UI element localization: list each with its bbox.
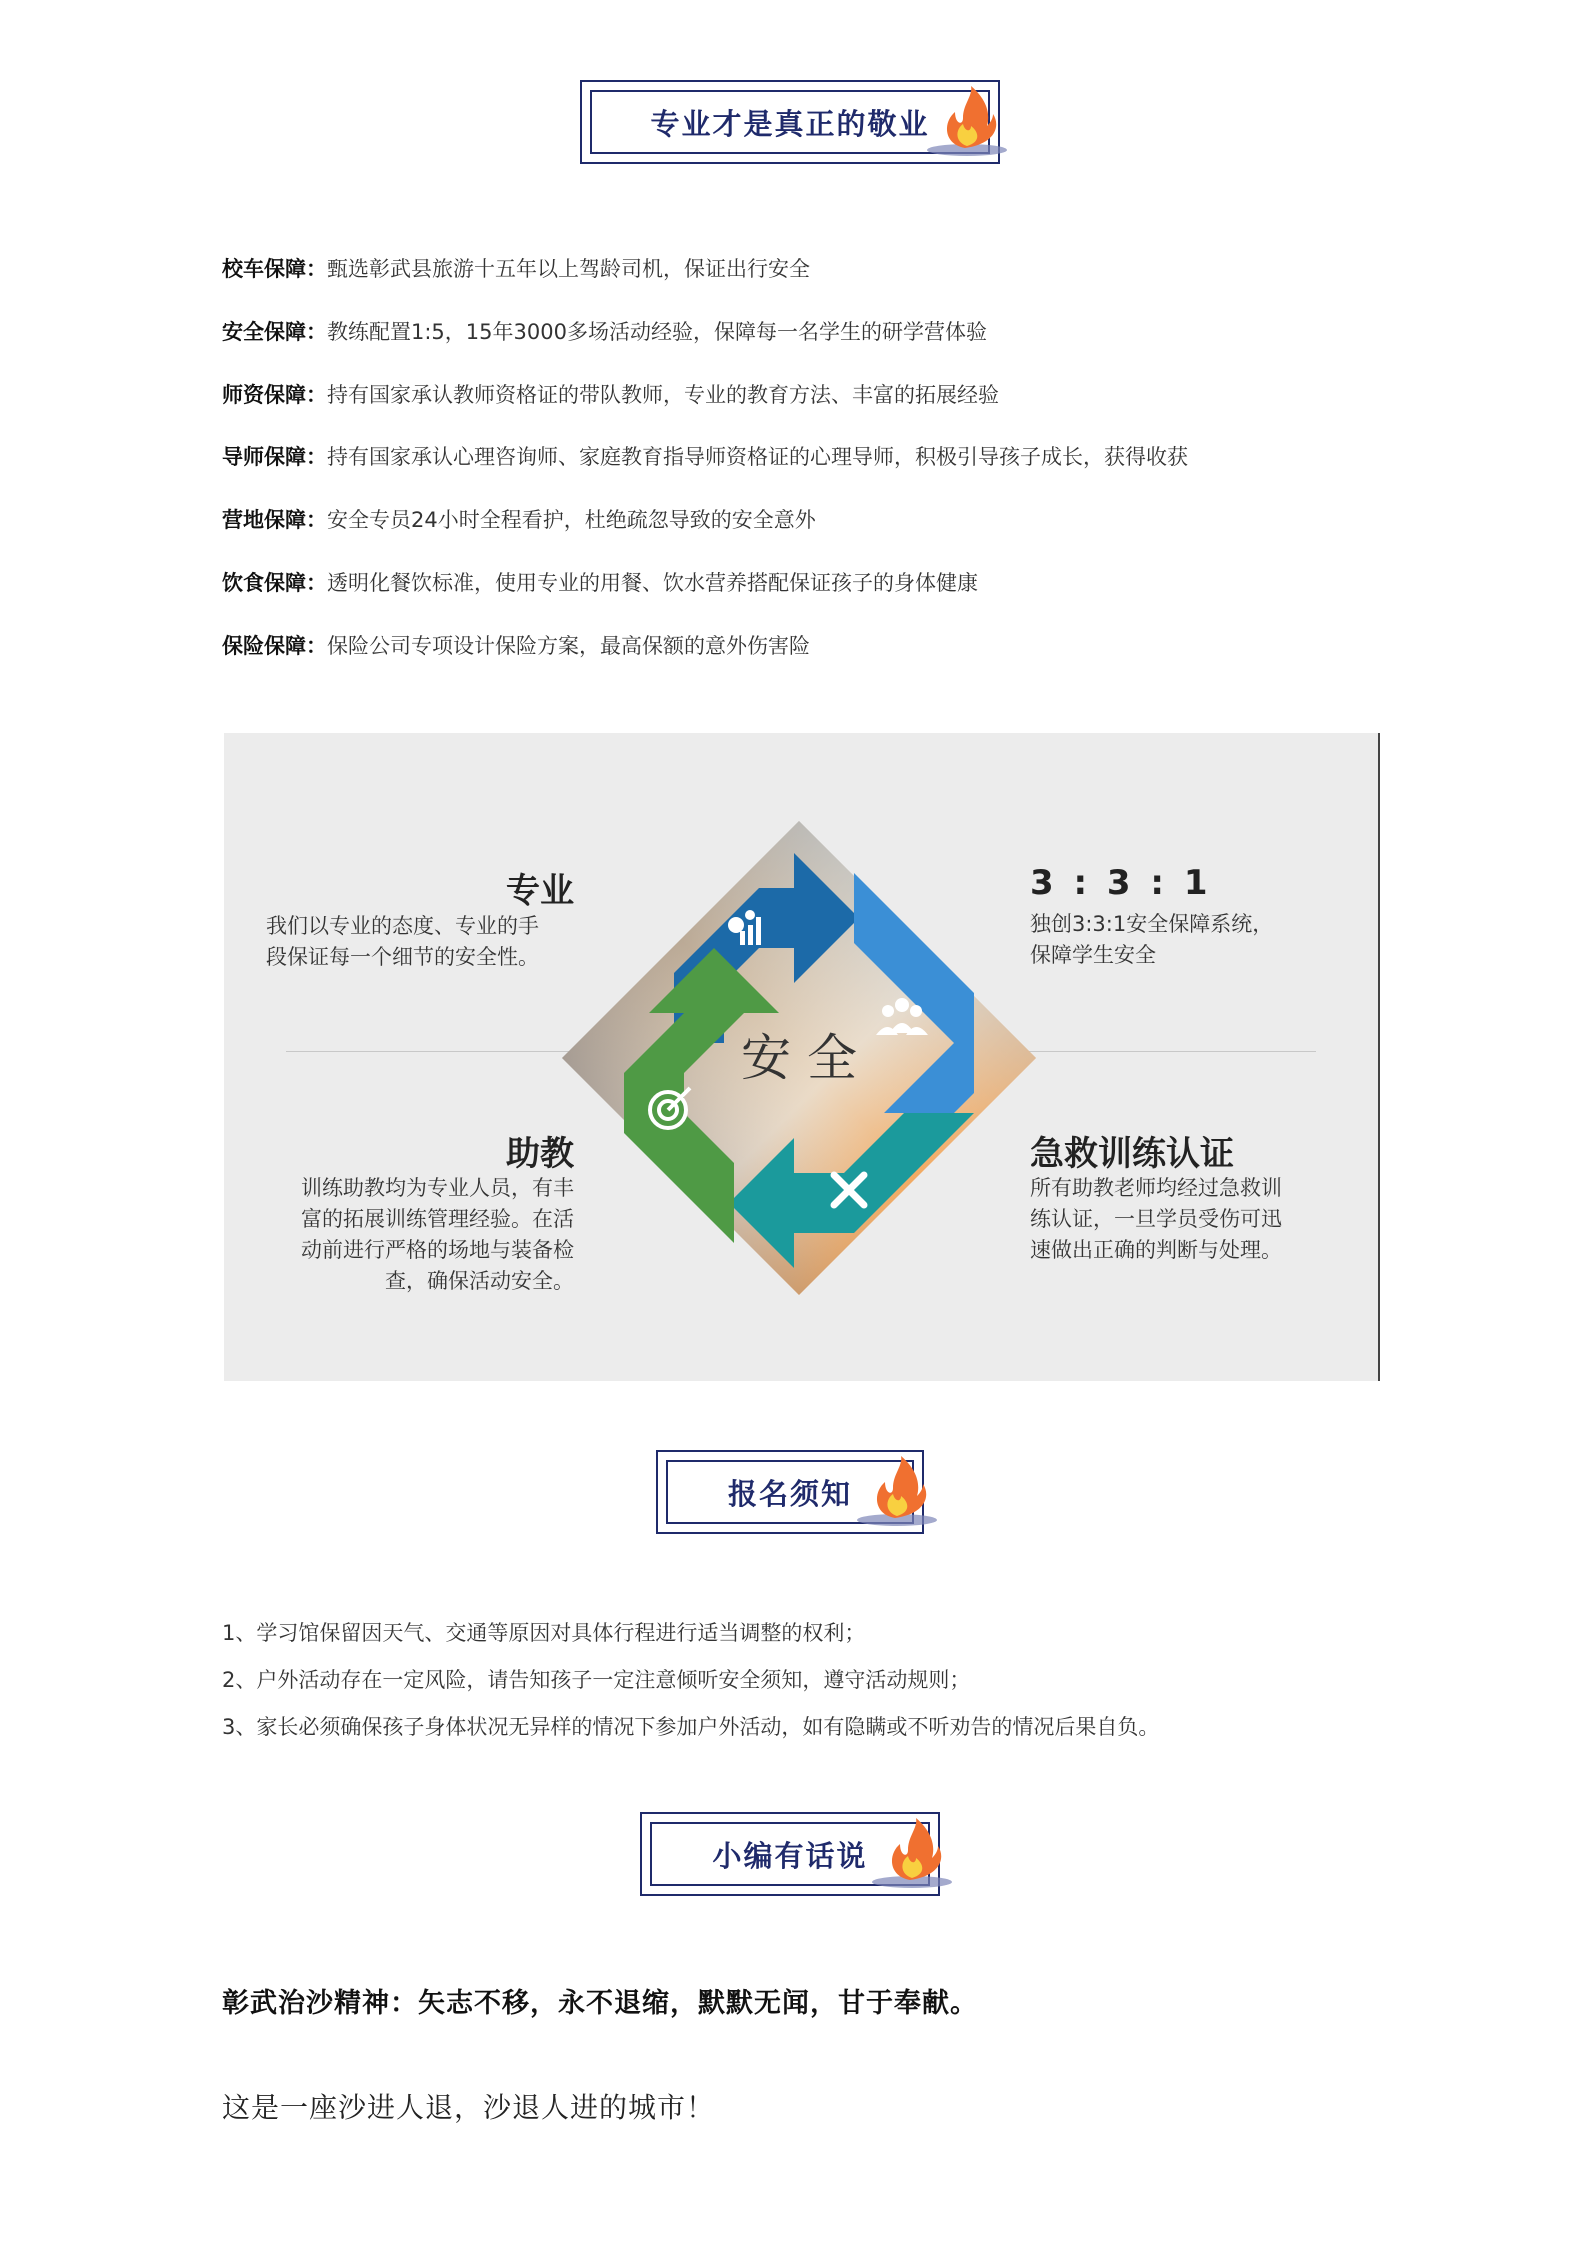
guarantee-text: 甄选彰武县旅游十五年以上驾龄司机，保证出行安全 [327,257,810,281]
tr-line: 保障学生安全 [1030,943,1156,967]
safety-diagram [224,733,1380,1381]
bl-text [301,1173,574,1297]
guarantee-text: 持有国家承认心理咨询师、家庭教育指导师资格证的心理导师，积极引导孩子成长，获得收获 [327,445,1188,469]
guarantee-text: 安全专员24小时全程看护，杜绝疏忽导致的安全意外 [327,508,816,532]
guarantee-row [222,441,1188,471]
flame-icon [855,1452,945,1532]
br-text [1030,1173,1282,1266]
guarantee-row [222,567,978,597]
guarantee-label: 安全保障 [222,320,306,344]
guarantee-text: 保险公司专项设计保险方案，最高保额的意外伤害险 [327,634,810,658]
center-label: 安 全 [741,1029,857,1087]
guarantee-colon: ： [306,571,327,595]
br-line: 练认证，一旦学员受伤可迅 [1030,1207,1282,1231]
guarantee-row [222,504,816,534]
guarantee-text: 教练配置1:5，15年3000多场活动经验，保障每一名学生的研学营体验 [327,320,987,344]
guarantee-row [222,316,987,346]
guarantee-label: 校车保障 [222,257,306,281]
closing-line-1: 彰武治沙精神：矢志不移，永不退缩，默默无闻，甘于奉献。 [222,1988,978,2019]
guarantee-label: 饮食保障 [222,571,306,595]
flame-icon [870,1814,960,1894]
guarantee-text: 持有国家承认教师资格证的带队教师，专业的教育方法、丰富的拓展经验 [327,383,999,407]
flame-icon [925,82,1015,162]
note-item: 3、家长必须确保孩子身体状况无异样的情况下参加户外活动，如有隐瞒或不听劝告的情况后果自负。 [222,1715,1160,1739]
guarantee-colon: ： [306,634,327,658]
guarantee-label: 导师保障 [222,445,306,469]
guarantee-label: 营地保障 [222,508,306,532]
guarantee-row [222,379,999,409]
tr-title: 3 : 3 : 1 [1030,863,1212,903]
note-item: 2、户外活动存在一定风险，请告知孩子一定注意倾听安全须知，遵守活动规则； [222,1668,971,1692]
guarantee-colon: ： [306,445,327,469]
bl-title: 助教 [506,1134,574,1174]
guarantee-label: 师资保障 [222,383,306,407]
guarantee-row [222,630,810,660]
section-title-2: 报名须知 [666,1460,914,1524]
guarantee-label: 保险保障 [222,634,306,658]
tl-line: 段保证每一个细节的安全性。 [266,945,539,969]
br-line: 速做出正确的判断与处理。 [1030,1238,1282,1262]
br-line: 所有助教老师均经过急救训 [1030,1176,1282,1200]
bl-line: 训练助教均为专业人员，有丰 [301,1176,574,1200]
bl-line: 查，确保活动安全。 [385,1269,574,1293]
guarantee-row [222,253,810,283]
tr-text [1030,909,1273,971]
guarantee-text: 透明化餐饮标准，使用专业的用餐、饮水营养搭配保证孩子的身体健康 [327,571,978,595]
note-item: 1、学习馆保留因天气、交通等原因对具体行程进行适当调整的权利； [222,1621,866,1645]
guarantee-colon: ： [306,257,327,281]
bl-line: 动前进行严格的场地与装备检 [301,1238,574,1262]
tr-line: 独创3:3:1安全保障系统， [1030,912,1274,936]
closing-line-2: 这是一座沙进人退，沙退人进的城市！ [222,2091,716,2124]
cycle-graphic [554,813,1044,1303]
tl-text [266,911,539,973]
guarantee-colon: ： [306,383,327,407]
guarantee-colon: ： [306,320,327,344]
section-title-1: 专业才是真正的敬业 [590,90,990,154]
br-title: 急救训练认证 [1030,1134,1234,1174]
bl-line: 富的拓展训练管理经验。在活 [301,1207,574,1231]
guarantee-colon: ： [306,508,327,532]
tl-line: 我们以专业的态度、专业的手 [266,914,539,938]
tl-title: 专业 [506,871,574,911]
section-title-3: 小编有话说 [650,1822,930,1886]
